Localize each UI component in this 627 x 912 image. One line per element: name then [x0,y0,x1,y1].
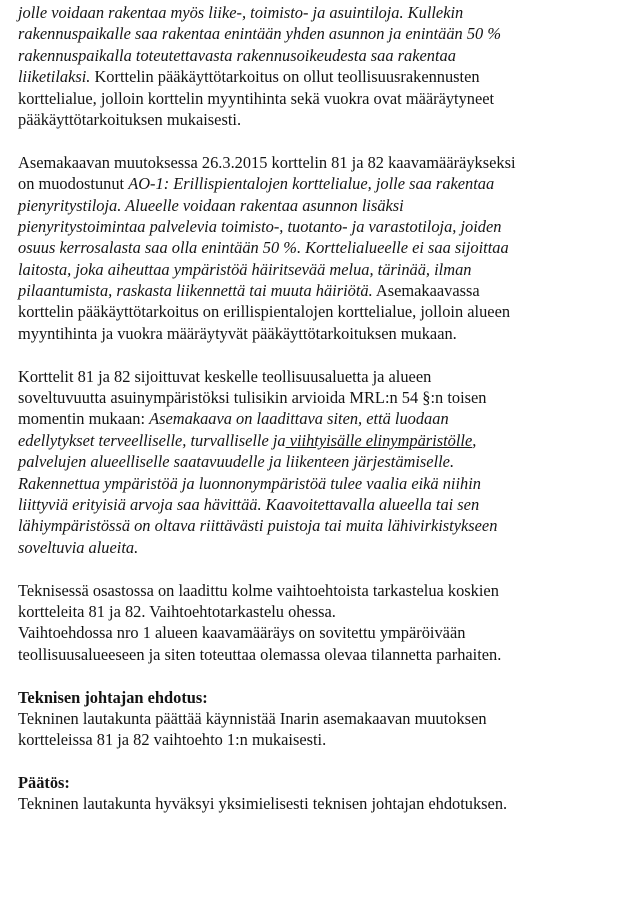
text-segment: korttelin pääkäyttötarkoitus on erillispientalojen korttelialue, jolloin alueen [18,302,511,322]
text-segment: osuus kerrosalasta saa olla enintään 50 %. Korttelialueelle ei saa sijoittaa [18,238,509,258]
text-line [18,387,622,408]
text-segment: Asemakaavan muutoksessa 26.3.2015 korttelin 81 ja 82 kaavamääräykseksi [18,152,516,172]
section-heading: Päätös: [18,773,70,793]
text-segment: myyntihinta ja vuokra määräytyvät pääkäyttötarkoituksen mukaan. [18,323,457,343]
text-segment: Asemakaavassa [372,281,480,301]
text-segment: laitosta, joka aiheuttaa ympäristöä häiritsevää melua, tärinää, ilman [18,259,472,279]
paragraph-gap [18,665,622,686]
text-segment: kortteleissa 81 ja 82 vaihtoehto 1:n mukaisesti. [18,730,327,750]
text-line [18,195,622,216]
text-segment: edellytykset terveelliselle, turvalliselle ja [18,430,286,450]
text-segment: liiketilaksi. [18,67,91,87]
text-segment: AO-1: Erillispientalojen korttelialue, jolle saa rakentaa [128,174,495,194]
text-line [18,408,622,429]
section-heading: Teknisen johtajan ehdotus: [18,687,208,707]
text-segment: Vaihtoehdossa nro 1 alueen kaavamääräys on sovitettu ympäröivään [18,623,466,643]
paragraph [18,366,622,559]
text-line [18,323,622,344]
text-line [18,259,622,280]
paragraph [18,580,622,666]
text-segment: jolle voidaan rakentaa myös liike-, toimisto- ja asuintiloja. Kullekin [18,3,464,22]
text-line [18,772,622,793]
paragraph [18,152,622,345]
text-line [18,109,622,130]
text-line [18,173,622,194]
text-segment: Tekninen lautakunta hyväksyi yksimielisesti teknisen johtajan ehdotuksen. [18,794,508,814]
paragraph-gap [18,558,622,579]
text-line [18,601,622,622]
text-segment: pienyritystiloja. Alueelle voidaan rakentaa asunnon lisäksi [18,195,404,215]
text-line [18,580,622,601]
text-segment: lähiympäristössä on oltava riittävästi puistoja tai muita lähivirkistykseen [18,516,498,536]
text-segment: liittyviä erityisiä arvoja saa hävittää. Kaavoitettavalla alueella tai sen [18,494,480,514]
text-line [18,708,622,729]
paragraph [18,687,622,751]
text-segment: Rakennettua ympäristöä ja luonnonympäristöä tulee vaalia eikä niihin [18,473,481,493]
text-line [18,366,622,387]
underlined-text: viihtyisälle elinympäristölle [285,430,473,450]
text-segment: soveltuvuutta asuinympäristöksi tulisikin arvioida MRL:n 54 §:n toisen [18,388,487,408]
text-line [18,280,622,301]
text-line [18,430,622,451]
text-segment: rakennuspaikalle saa rakentaa enintään yhden asunnon ja enintään 50 % [18,24,501,44]
text-line [18,88,622,109]
text-segment: teollisuusalueeseen ja siten toteuttaa olemassa olevaa tilannetta parhaiten. [18,644,502,664]
text-segment: korttelialue, jolloin korttelin myyntihinta sekä vuokra ovat määräytyneet [18,88,495,108]
text-segment: momentin mukaan: [18,409,150,429]
text-segment: Korttelit 81 ja 82 sijoittuvat keskelle teollisuusaluetta ja alueen [18,366,432,386]
text-line [18,237,622,258]
text-line [18,515,622,536]
text-segment: palvelujen alueelliselle saatavuudelle ja liikenteen järjestämiselle. [18,452,455,472]
text-segment: pilaantumista, raskasta liikennettä tai muuta häiriötä. [18,281,373,301]
text-line [18,687,622,708]
text-segment: pääkäyttötarkoituksen mukaisesti. [18,109,242,129]
paragraph-gap [18,130,622,151]
text-line [18,644,622,665]
paragraph [18,772,622,815]
text-line [18,23,622,44]
text-segment: , [472,430,477,450]
text-segment: Korttelin pääkäyttötarkoitus on ollut teollisuusrakennusten [90,67,480,87]
text-segment: Asemakaava on laadittava siten, että luodaan [149,409,449,429]
text-line [18,152,622,173]
text-line [18,45,622,66]
document-page [18,2,622,815]
paragraph [18,2,622,130]
text-segment: Tekninen lautakunta päättää käynnistää Inarin asemakaavan muutoksen [18,708,487,728]
text-line [18,451,622,472]
text-line [18,622,622,643]
text-segment: rakennuspaikalla toteutettavasta rakennusoikeudesta saa rakentaa [18,45,456,65]
text-segment: pienyritystoimintaa palvelevia toimisto-, tuotanto- ja varastotiloja, joiden [18,216,502,236]
text-line [18,473,622,494]
text-line [18,301,622,322]
text-line [18,494,622,515]
text-segment: Teknisessä osastossa on laadittu kolme vaihtoehtoista tarkastelua koskien [18,580,499,600]
text-line [18,729,622,750]
text-line [18,216,622,237]
text-segment: soveltuvia alueita. [18,537,139,557]
text-segment: kortteleita 81 ja 82. Vaihtoehtotarkastelu ohessa. [18,601,336,621]
text-line [18,2,622,23]
paragraph-gap [18,344,622,365]
paragraph-gap [18,751,622,772]
text-line [18,537,622,558]
text-line [18,66,622,87]
text-line [18,793,622,814]
text-segment: on muodostunut [18,174,129,194]
